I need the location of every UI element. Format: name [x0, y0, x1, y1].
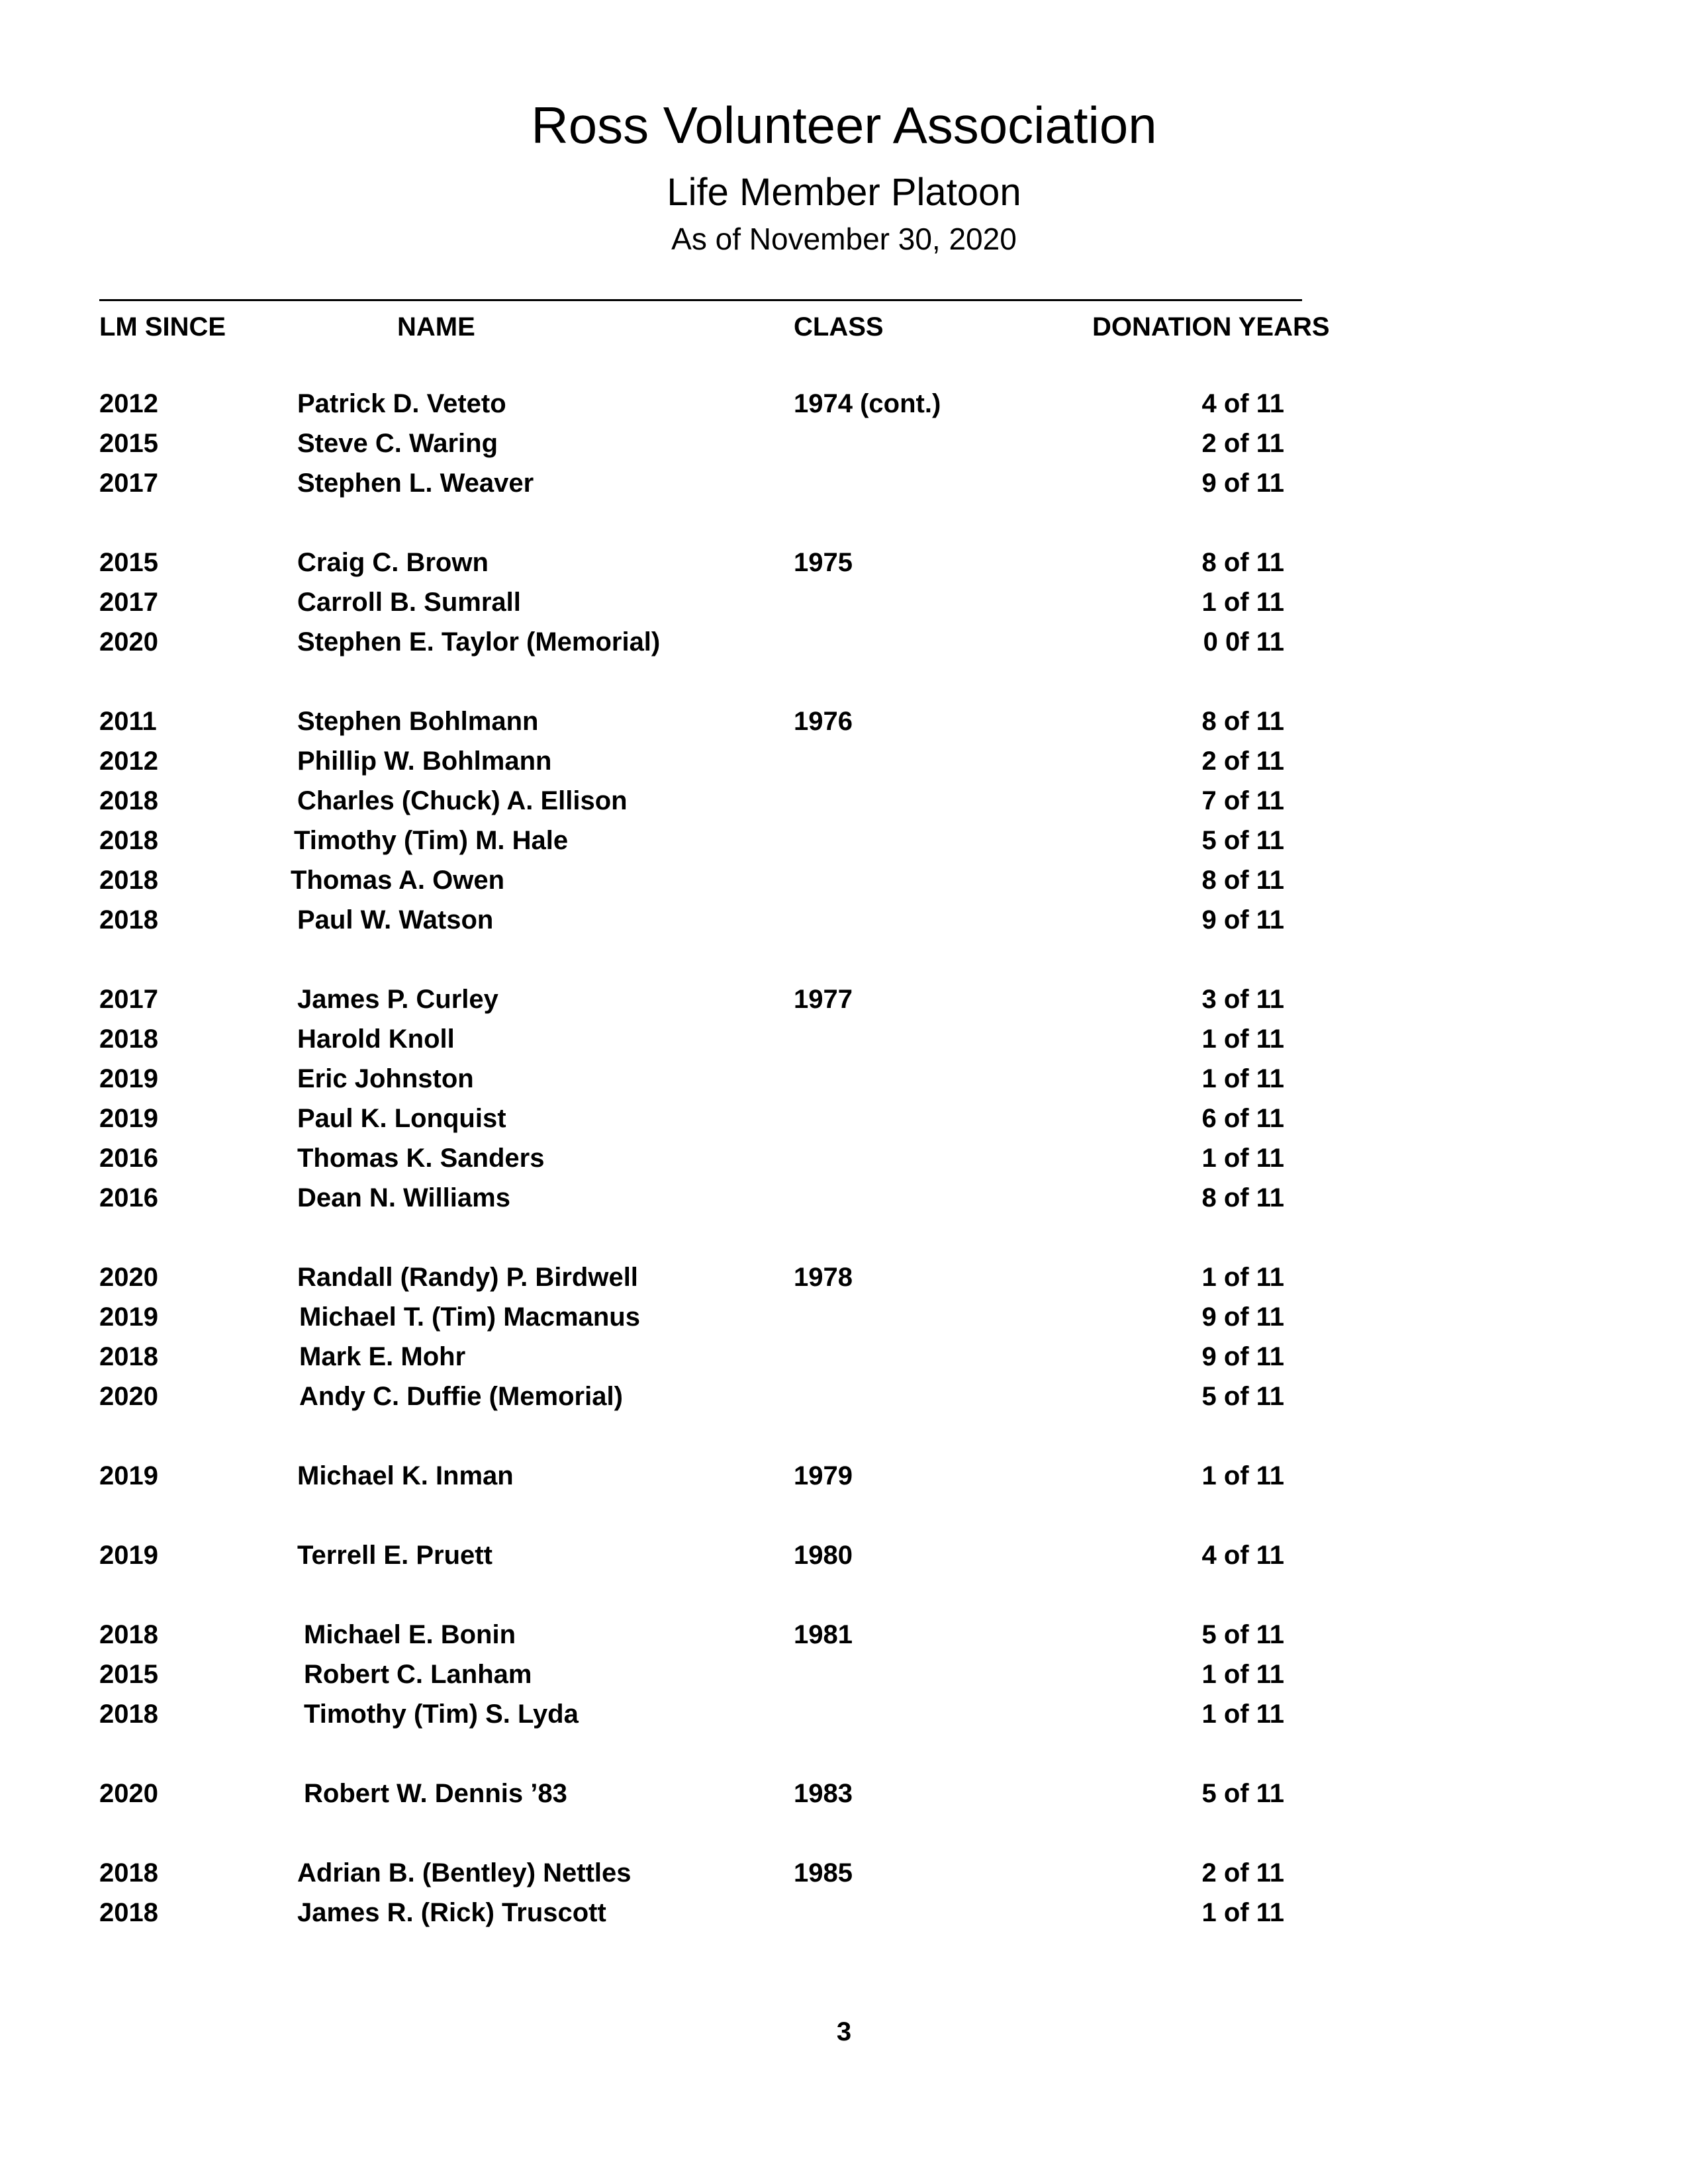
donation-years-cell: 1 of 11 [1201, 1898, 1284, 1927]
table-row [0, 463, 1688, 503]
lm-since-cell: 2018 [99, 1858, 158, 1888]
table-row [0, 1019, 1688, 1059]
table-row [0, 1774, 1688, 1813]
member-name-cell: Patrick D. Veteto [297, 389, 506, 418]
lm-since-cell: 2020 [99, 1382, 158, 1411]
lm-since-cell: 2015 [99, 429, 158, 458]
table-row [0, 1853, 1688, 1893]
lm-since-cell: 2018 [99, 1620, 158, 1649]
donation-years-cell: 1 of 11 [1201, 1024, 1284, 1054]
member-name-cell: Stephen L. Weaver [297, 469, 534, 498]
member-name-cell: Carroll B. Sumrall [297, 588, 521, 617]
donation-years-cell: 1 of 11 [1201, 1064, 1284, 1093]
lm-since-cell: 2016 [99, 1144, 158, 1173]
table-row [0, 900, 1688, 940]
lm-since-cell: 2017 [99, 985, 158, 1014]
donation-years-cell: 9 of 11 [1201, 905, 1284, 934]
lm-since-cell: 2019 [99, 1541, 158, 1570]
lm-since-cell: 2020 [99, 1779, 158, 1808]
lm-since-cell: 2018 [99, 1342, 158, 1371]
class-year-cell: 1976 [794, 707, 853, 736]
donation-years-cell: 2 of 11 [1201, 747, 1284, 776]
table-row [0, 1099, 1688, 1138]
class-year-cell: 1980 [794, 1541, 853, 1570]
lm-since-cell: 2015 [99, 1660, 158, 1689]
class-year-cell: 1983 [794, 1779, 853, 1808]
member-name-cell: Stephen E. Taylor (Memorial) [297, 627, 661, 657]
lm-since-cell: 2018 [99, 866, 158, 895]
class-year-cell: 1978 [794, 1263, 853, 1292]
member-name-cell: Charles (Chuck) A. Ellison [297, 786, 628, 815]
table-row [0, 979, 1688, 1019]
page-number: 3 [836, 2017, 852, 2046]
member-name-cell: Robert C. Lanham [304, 1660, 532, 1689]
member-name-cell: Timothy (Tim) M. Hale [294, 826, 569, 855]
lm-since-cell: 2020 [99, 1263, 158, 1292]
table-row [0, 1615, 1688, 1655]
donation-years-cell: 6 of 11 [1201, 1104, 1284, 1133]
document-title: Ross Volunteer Association [531, 96, 1157, 154]
donation-years-cell: 9 of 11 [1201, 1302, 1284, 1332]
member-name-cell: Andy C. Duffie (Memorial) [299, 1382, 623, 1411]
table-row [0, 860, 1688, 900]
member-name-cell: Mark E. Mohr [299, 1342, 466, 1371]
table-row [0, 582, 1688, 622]
member-name-cell: Stephen Bohlmann [297, 707, 539, 736]
table-row [0, 1297, 1688, 1337]
member-name-cell: Robert W. Dennis ’83 [304, 1779, 567, 1808]
donation-years-cell: 5 of 11 [1201, 826, 1284, 855]
table-row [0, 1257, 1688, 1297]
donation-years-cell: 7 of 11 [1201, 786, 1284, 815]
lm-since-cell: 2018 [99, 786, 158, 815]
table-row [0, 821, 1688, 860]
lm-since-cell: 2012 [99, 747, 158, 776]
donation-years-cell: 3 of 11 [1201, 985, 1284, 1014]
member-name-cell: Timothy (Tim) S. Lyda [304, 1700, 579, 1729]
donation-years-cell: 8 of 11 [1201, 866, 1284, 895]
member-name-cell: Randall (Randy) P. Birdwell [297, 1263, 638, 1292]
class-year-cell: 1975 [794, 548, 853, 577]
donation-years-cell: 8 of 11 [1201, 707, 1284, 736]
table-row [0, 1893, 1688, 1933]
donation-years-cell: 1 of 11 [1201, 1263, 1284, 1292]
donation-years-cell: 1 of 11 [1201, 1144, 1284, 1173]
lm-since-cell: 2015 [99, 548, 158, 577]
donation-years-cell: 5 of 11 [1201, 1620, 1284, 1649]
lm-since-cell: 2018 [99, 1898, 158, 1927]
donation-years-cell: 5 of 11 [1201, 1382, 1284, 1411]
document-subtitle: Life Member Platoon [667, 171, 1021, 214]
table-row [0, 741, 1688, 781]
table-row [0, 1655, 1688, 1694]
lm-since-cell: 2018 [99, 826, 158, 855]
donation-years-cell: 1 of 11 [1201, 588, 1284, 617]
class-year-cell: 1977 [794, 985, 853, 1014]
donation-years-cell: 1 of 11 [1201, 1461, 1284, 1490]
table-row [0, 781, 1688, 821]
member-name-cell: Eric Johnston [297, 1064, 474, 1093]
member-name-cell: Michael E. Bonin [304, 1620, 516, 1649]
donation-years-cell: 5 of 11 [1201, 1779, 1284, 1808]
member-name-cell: James P. Curley [297, 985, 498, 1014]
donation-years-cell: 9 of 11 [1201, 469, 1284, 498]
table-row [0, 1059, 1688, 1099]
as-of-date: As of November 30, 2020 [671, 222, 1017, 256]
table-row [0, 384, 1688, 424]
lm-since-cell: 2018 [99, 905, 158, 934]
lm-since-cell: 2019 [99, 1064, 158, 1093]
lm-since-cell: 2011 [99, 707, 157, 736]
class-year-cell: 1979 [794, 1461, 853, 1490]
member-name-cell: Dean N. Williams [297, 1183, 510, 1212]
table-row [0, 1535, 1688, 1575]
member-name-cell: Harold Knoll [297, 1024, 455, 1054]
table-row [0, 1377, 1688, 1416]
table-row [0, 1178, 1688, 1218]
member-name-cell: Michael K. Inman [297, 1461, 514, 1490]
member-name-cell: Thomas K. Sanders [297, 1144, 545, 1173]
member-name-cell: Steve C. Waring [297, 429, 498, 458]
member-name-cell: Paul K. Lonquist [297, 1104, 506, 1133]
donation-years-cell: 9 of 11 [1201, 1342, 1284, 1371]
table-row [0, 702, 1688, 741]
lm-since-cell: 2017 [99, 469, 158, 498]
donation-years-cell: 4 of 11 [1201, 1541, 1284, 1570]
column-header-donation-years: DONATION YEARS [1092, 312, 1330, 341]
table-row [0, 1694, 1688, 1734]
donation-years-cell: 1 of 11 [1201, 1660, 1284, 1689]
lm-since-cell: 2018 [99, 1700, 158, 1729]
member-name-cell: Thomas A. Owen [291, 866, 505, 895]
donation-years-cell: 2 of 11 [1201, 429, 1284, 458]
table-row [0, 543, 1688, 582]
member-name-cell: Adrian B. (Bentley) Nettles [297, 1858, 632, 1888]
lm-since-cell: 2019 [99, 1302, 158, 1332]
donation-years-cell: 8 of 11 [1201, 548, 1284, 577]
donation-years-cell: 1 of 11 [1201, 1700, 1284, 1729]
class-year-cell: 1974 (cont.) [794, 389, 941, 418]
member-name-cell: Michael T. (Tim) Macmanus [299, 1302, 640, 1332]
table-row [0, 1337, 1688, 1377]
donation-years-cell: 2 of 11 [1201, 1858, 1284, 1888]
member-name-cell: Phillip W. Bohlmann [297, 747, 552, 776]
lm-since-cell: 2016 [99, 1183, 158, 1212]
lm-since-cell: 2019 [99, 1461, 158, 1490]
column-header-class: CLASS [794, 312, 884, 341]
table-row [0, 424, 1688, 463]
member-name-cell: Paul W. Watson [297, 905, 494, 934]
column-header-name: NAME [397, 312, 475, 341]
class-year-cell: 1985 [794, 1858, 853, 1888]
lm-since-cell: 2018 [99, 1024, 158, 1054]
lm-since-cell: 2020 [99, 627, 158, 657]
table-row [0, 622, 1688, 662]
donation-years-cell: 4 of 11 [1201, 389, 1284, 418]
donation-years-cell: 8 of 11 [1201, 1183, 1284, 1212]
lm-since-cell: 2017 [99, 588, 158, 617]
member-name-cell: Terrell E. Pruett [297, 1541, 492, 1570]
table-row [0, 1456, 1688, 1496]
member-name-cell: Craig C. Brown [297, 548, 489, 577]
lm-since-cell: 2019 [99, 1104, 158, 1133]
lm-since-cell: 2012 [99, 389, 158, 418]
member-name-cell: James R. (Rick) Truscott [297, 1898, 606, 1927]
class-year-cell: 1981 [794, 1620, 853, 1649]
table-row [0, 1138, 1688, 1178]
column-header-lm-since: LM SINCE [99, 312, 226, 341]
donation-years-cell: 0 0f 11 [1203, 627, 1284, 657]
